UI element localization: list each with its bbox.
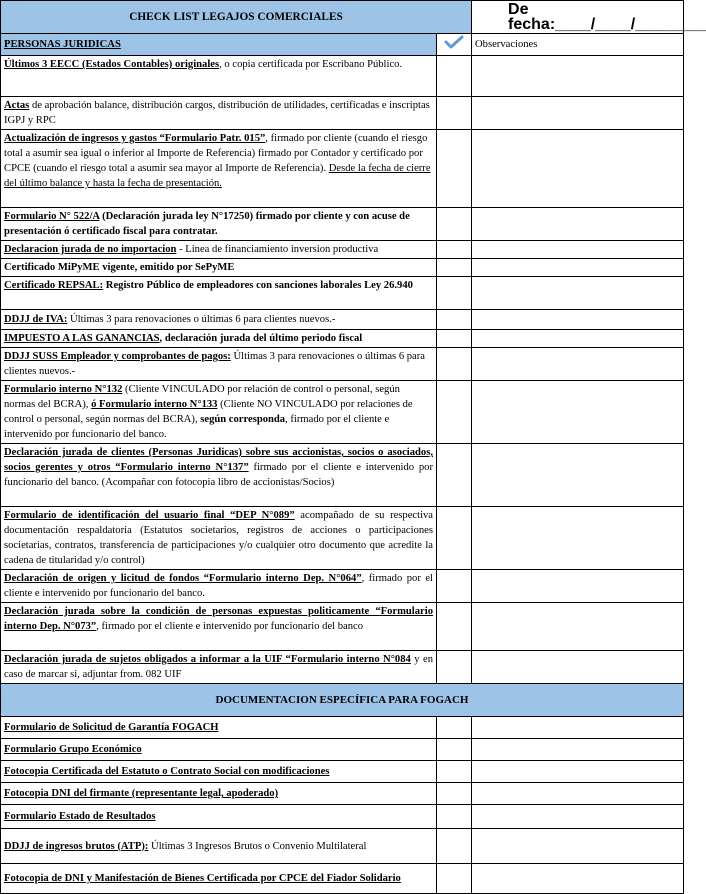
check-cell[interactable] bbox=[437, 444, 472, 507]
check-cell[interactable] bbox=[437, 310, 472, 330]
section-header-row bbox=[1, 34, 684, 56]
table-row bbox=[1, 277, 684, 310]
table-row bbox=[1, 739, 684, 761]
item-text: Declaración de origen y licitud de fondos “Formulario interno Dep. N°064”, firmado por el cliente e intervenido por funcionario del banco. bbox=[1, 570, 437, 603]
observations-cell[interactable] bbox=[472, 277, 684, 310]
item-text: Formulario interno N°132 (Cliente VINCULADO por relación de control o personal, según normas del BCRA), ó Formulario interno N°133 (Cliente NO VINCULADO por relaciones de control o personal, según normas del BCRA), según corresponda, firmado por el cliente e intervenido por funcionario del banco. bbox=[1, 381, 437, 444]
item-text: Fotocopia Certificada del Estatuto o Contrato Social con modificaciones bbox=[1, 761, 437, 783]
check-column-header bbox=[437, 34, 472, 56]
table-row bbox=[1, 717, 684, 739]
observations-cell[interactable] bbox=[472, 829, 684, 864]
check-cell[interactable] bbox=[437, 864, 472, 894]
check-cell[interactable] bbox=[437, 259, 472, 277]
table-row bbox=[1, 310, 684, 330]
check-cell[interactable] bbox=[437, 56, 472, 97]
table-row bbox=[1, 97, 684, 130]
table-row bbox=[1, 444, 684, 507]
check-cell[interactable] bbox=[437, 783, 472, 805]
table-row bbox=[1, 130, 684, 208]
check-cell[interactable] bbox=[437, 97, 472, 130]
table-row bbox=[1, 56, 684, 97]
date-field[interactable]: De fecha:____/____/________ bbox=[472, 1, 684, 34]
item-text: Certificado MiPyME vigente, emitido por SePyME bbox=[1, 259, 437, 277]
header-row bbox=[1, 1, 684, 34]
item-text: Formulario Estado de Resultados bbox=[1, 805, 437, 829]
item-text: Formulario Grupo Económico bbox=[1, 739, 437, 761]
check-cell[interactable] bbox=[437, 381, 472, 444]
table-row bbox=[1, 761, 684, 783]
check-cell[interactable] bbox=[437, 717, 472, 739]
item-text: DDJJ SUSS Empleador y comprobantes de pagos: Últimas 3 para renovaciones o últimas 6 para clientes nuevos.- bbox=[1, 348, 437, 381]
observations-cell[interactable] bbox=[472, 570, 684, 603]
table-row bbox=[1, 783, 684, 805]
observations-header: Observaciones bbox=[472, 34, 684, 56]
check-cell[interactable] bbox=[437, 570, 472, 603]
observations-cell[interactable] bbox=[472, 864, 684, 894]
observations-cell[interactable] bbox=[472, 761, 684, 783]
table-row bbox=[1, 381, 684, 444]
item-text: Declaración jurada de clientes (Personas Juridicas) sobre sus accionistas, socios o asociados, socios gerentes y otros “Formulario interno N°137” firmado por el cliente e intervenido por funcionario del banco. (Acompañar con fotocopia libro de accionistas/Socios) bbox=[1, 444, 437, 507]
table-row bbox=[1, 864, 684, 894]
item-text: Declaración jurada de sujetos obligados a informar a la UIF “Formulario interno N°084 y en caso de marcar si, adjuntar from. 082 UIF bbox=[1, 651, 437, 684]
observations-cell[interactable] bbox=[472, 241, 684, 259]
check-cell[interactable] bbox=[437, 651, 472, 684]
table-row bbox=[1, 259, 684, 277]
observations-cell[interactable] bbox=[472, 651, 684, 684]
item-text: Formulario N° 522/A (Declaración jurada ley N°17250) firmado por cliente y con acuse de presentación ó certificado fiscal para contratar. bbox=[1, 208, 437, 241]
item-text: Actas de aprobación balance, distribución cargos, distribución de utilidades, certificadas e inscriptas IGPJ y RPC bbox=[1, 97, 437, 130]
observations-cell[interactable] bbox=[472, 783, 684, 805]
table-row bbox=[1, 570, 684, 603]
check-cell[interactable] bbox=[437, 208, 472, 241]
table-row bbox=[1, 507, 684, 570]
checklist-title: CHECK LIST LEGAJOS COMERCIALES bbox=[1, 1, 472, 34]
observations-cell[interactable] bbox=[472, 330, 684, 348]
observations-cell[interactable] bbox=[472, 259, 684, 277]
table-row bbox=[1, 330, 684, 348]
check-cell[interactable] bbox=[437, 241, 472, 259]
observations-cell[interactable] bbox=[472, 310, 684, 330]
item-text: Fotocopia DNI del firmante (representante legal, apoderado) bbox=[1, 783, 437, 805]
observations-cell[interactable] bbox=[472, 208, 684, 241]
table-row bbox=[1, 829, 684, 864]
observations-cell[interactable] bbox=[472, 739, 684, 761]
item-text: Formulario de Solicitud de Garantía FOGACH bbox=[1, 717, 437, 739]
table-row bbox=[1, 208, 684, 241]
observations-cell[interactable] bbox=[472, 348, 684, 381]
check-cell[interactable] bbox=[437, 507, 472, 570]
item-text: Certificado REPSAL: Registro Público de empleadores con sanciones laborales Ley 26.940 bbox=[1, 277, 437, 310]
item-text: Declaración jurada sobre la condición de personas expuestas politicamente “Formulario interno Dep. N°073”, firmado por el cliente e intervenido por funcionario del banco bbox=[1, 603, 437, 651]
check-cell[interactable] bbox=[437, 829, 472, 864]
observations-cell[interactable] bbox=[472, 805, 684, 829]
check-cell[interactable] bbox=[437, 761, 472, 783]
table-row bbox=[1, 241, 684, 259]
table-row bbox=[1, 805, 684, 829]
checkmark-icon bbox=[444, 35, 464, 49]
item-text: IMPUESTO A LAS GANANCIAS, declaración jurada del último periodo fiscal bbox=[1, 330, 437, 348]
check-cell[interactable] bbox=[437, 805, 472, 829]
item-text: DDJJ de IVA: Últimas 3 para renovaciones o últimas 6 para clientes nuevos.- bbox=[1, 310, 437, 330]
check-cell[interactable] bbox=[437, 330, 472, 348]
table-row bbox=[1, 348, 684, 381]
observations-cell[interactable] bbox=[472, 97, 684, 130]
observations-cell[interactable] bbox=[472, 56, 684, 97]
table-row bbox=[1, 603, 684, 651]
check-cell[interactable] bbox=[437, 130, 472, 208]
observations-cell[interactable] bbox=[472, 717, 684, 739]
fogach-section-title: DOCUMENTACION ESPECÍFICA PARA FOGACH bbox=[1, 684, 684, 717]
item-text: Formulario de identificación del usuario final “DEP N°089” acompañado de su respectiva documentación respaldatoria (Estatutos societarios, registros de acciones o participaciones societarias, contratos, transferencia de participaciones y/o cualquier otro documento que acredite la cadena de titularidad y/o control) bbox=[1, 507, 437, 570]
section-title: PERSONAS JURIDICAS bbox=[1, 34, 437, 56]
fogach-header-row bbox=[1, 684, 684, 717]
check-cell[interactable] bbox=[437, 348, 472, 381]
item-text: DDJJ de ingresos brutos (ATP): Últimas 3 Ingresos Brutos o Convenio Multilateral bbox=[1, 829, 437, 864]
observations-cell[interactable] bbox=[472, 603, 684, 651]
observations-cell[interactable] bbox=[472, 130, 684, 208]
item-text: Actualización de ingresos y gastos “Formulario Patr. 015”, firmado por cliente (cuando el riesgo total a asumir sea igual o inferior al Importe de Referencia) firmado por Contador y certificado por CPCE (cuando el riesgo total a asumir sea mayor al Importe de Referencia). Desde la fecha de cierre del último balance y hasta la fecha de presentación. bbox=[1, 130, 437, 208]
table-row bbox=[1, 651, 684, 684]
check-cell[interactable] bbox=[437, 277, 472, 310]
check-cell[interactable] bbox=[437, 739, 472, 761]
observations-cell[interactable] bbox=[472, 381, 684, 444]
item-text: Fotocopia de DNI y Manifestación de Bienes Certificada por CPCE del Fiador Solidario bbox=[1, 864, 437, 894]
item-text: Últimos 3 EECC (Estados Contables) originales, o copia certificada por Escribano Público. bbox=[1, 56, 437, 97]
check-cell[interactable] bbox=[437, 603, 472, 651]
observations-cell[interactable] bbox=[472, 507, 684, 570]
item-text: Declaracion jurada de no importacion - Linea de financiamiento inversion productiva bbox=[1, 241, 437, 259]
observations-cell[interactable] bbox=[472, 444, 684, 507]
